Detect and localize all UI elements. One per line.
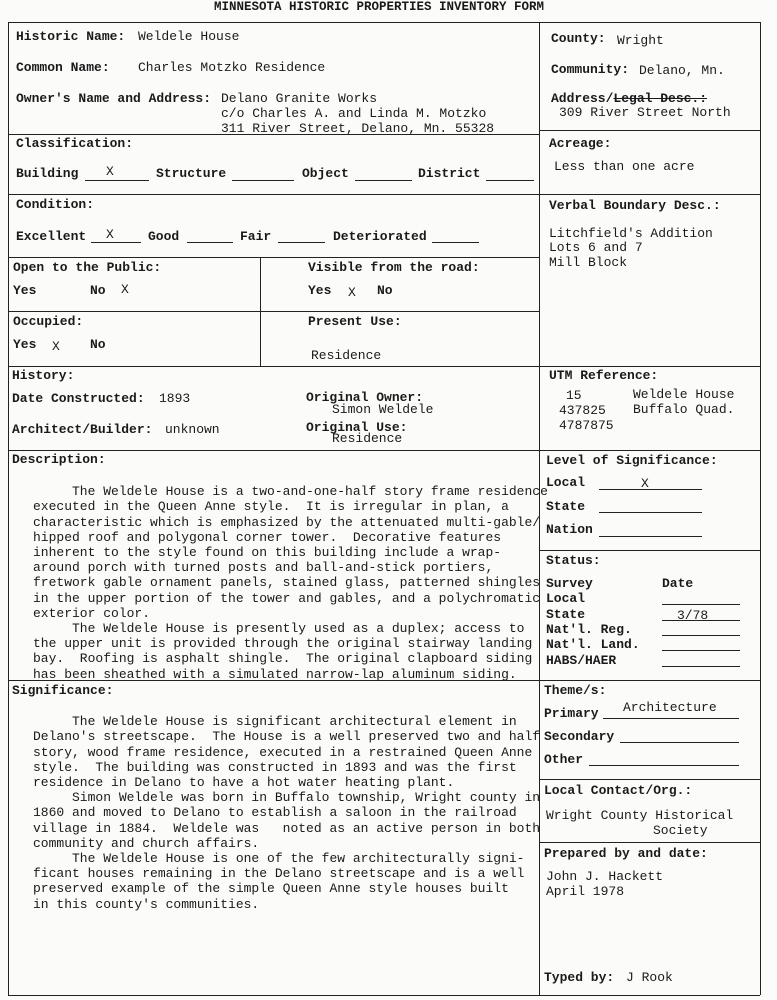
visible-no-label: No [377, 283, 393, 298]
utm-label: UTM Reference: [549, 368, 659, 383]
divider [8, 450, 539, 451]
description-line: The Weldele House is a two-and-one-half story frame residence [33, 484, 548, 500]
owner-label: Owner's Name and Address: [16, 91, 212, 106]
county-value: Wright [617, 33, 664, 48]
description-line: characteristic which is emphasized by the attenuated multi-gable/ [33, 514, 541, 530]
status-date-label: Date [662, 576, 694, 591]
secondary-label: Secondary [544, 729, 615, 744]
address-label: Address/Legal Desc.: [551, 91, 708, 106]
structure-line [232, 180, 294, 181]
divider [8, 311, 539, 312]
significance-line: The Weldele House is one of the few architecturally signi- [33, 851, 525, 867]
level-local-label: Local [546, 475, 586, 490]
boundary-line-3: Mill Block [549, 255, 628, 270]
fair-label: Fair [240, 229, 272, 244]
utm-name-line-2: Buffalo Quad. [633, 402, 735, 417]
left-border [8, 22, 9, 995]
status-local-line [662, 604, 740, 605]
original-use-label: Original Use: [306, 420, 408, 435]
address-value: 309 River Street North [559, 105, 731, 120]
open-public-label: Open to the Public: [13, 260, 162, 275]
divider [539, 194, 760, 195]
significance-line: Simon Weldele was born in Buffalo township, Wright county in [33, 790, 541, 806]
status-local-label: Local [546, 591, 586, 606]
acreage-label: Acreage: [549, 136, 612, 151]
level-nation-line [599, 536, 702, 537]
county-label: County: [551, 31, 606, 46]
natl-land-label: Nat'l. Land. [546, 637, 640, 652]
excellent-line [91, 242, 141, 243]
natl-reg-label: Nat'l. Reg. [546, 622, 632, 637]
utm-northing: 4787875 [559, 418, 614, 433]
fair-line [278, 242, 325, 243]
original-use-value: Residence [332, 431, 403, 446]
deteriorated-label: Deteriorated [333, 229, 427, 244]
significance-line: story, wood frame residence, executed in a restrained Queen Anne [33, 744, 533, 760]
present-use-label: Present Use: [308, 314, 402, 329]
significance-label: Significance: [12, 683, 114, 698]
divider [539, 550, 760, 551]
local-contact-line-1: Wright County Historical [546, 808, 734, 823]
description-line: inherent to the style found on this building include a wrap- [33, 545, 502, 561]
status-label: Status: [546, 553, 601, 568]
divider [539, 366, 760, 367]
status-state-label: State [546, 607, 586, 622]
description-line: hipped roof and polygonal corner tower. Decorative features [33, 529, 502, 545]
typed-by-label: Typed by: [544, 970, 615, 985]
significance-line: village in 1884. Weldele was noted as an active person in both [33, 820, 541, 836]
description-body [33, 469, 548, 697]
utm-name-line-1: Weldele House [633, 387, 735, 402]
district-label: District [418, 166, 481, 181]
significance-line: The Weldele House is significant architectural element in [33, 714, 517, 730]
local-contact-label: Local Contact/Org.: [544, 783, 693, 798]
description-line: around porch with turned posts and ball-and-stick portiers, [33, 560, 494, 576]
boundary-line-2: Lots 6 and 7 [549, 240, 643, 255]
open-no-mark: X [121, 282, 129, 297]
primary-value: Architecture [623, 700, 717, 715]
divider [539, 779, 760, 780]
good-line [187, 242, 233, 243]
divider [8, 194, 539, 195]
prepared-date: April 1978 [546, 884, 625, 899]
utm-easting: 437825 [559, 403, 606, 418]
divider [539, 842, 760, 843]
significance-line: 1860 and moved to Delano to establish a saloon in the railroad [33, 805, 517, 821]
date-constructed-label: Date Constructed: [12, 391, 145, 406]
local-contact-line-2: Society [653, 823, 708, 838]
significance-line: in this county's communities. [33, 896, 260, 912]
boundary-label: Verbal Boundary Desc.: [549, 198, 721, 213]
historic-name-value: Weldele House [138, 29, 240, 44]
divider [8, 257, 539, 258]
open-yes-label: Yes [13, 283, 37, 298]
architect-value: unknown [165, 422, 220, 437]
habs-label: HABS/HAER [546, 653, 617, 668]
open-no-label: No [90, 283, 106, 298]
description-line: in the upper portion of the tower and gables, and a polychromatic [33, 590, 541, 606]
secondary-line [620, 742, 739, 743]
divider [539, 130, 760, 131]
prepared-label: Prepared by and date: [544, 846, 708, 861]
history-label: History: [12, 368, 75, 383]
description-line: exterior color. [33, 605, 151, 621]
other-label: Other [544, 752, 584, 767]
level-local-mark: X [641, 476, 649, 491]
original-owner-label: Original Owner: [306, 390, 424, 405]
description-line: has been sheathed with a simulated narrow-lap aluminum siding. [33, 666, 517, 682]
deteriorated-line [432, 242, 479, 243]
survey-label: Survey [546, 576, 593, 591]
occupied-label: Occupied: [13, 314, 84, 329]
description-line: executed in the Queen Anne style. It is irregular in plan, a [33, 499, 509, 515]
building-line [85, 180, 149, 181]
description-line: The Weldele House is presently used as a duplex; access to [33, 621, 525, 637]
community-label: Community: [551, 62, 630, 77]
condition-label: Condition: [16, 197, 95, 212]
natl-land-line [662, 650, 740, 651]
description-line: the upper unit is provided through the original stairway landing [33, 636, 533, 652]
acreage-value: Less than one acre [554, 159, 695, 174]
architect-label: Architect/Builder: [12, 422, 153, 437]
typed-by-value: J Rook [626, 970, 673, 985]
owner-line-1: Delano Granite Works [221, 91, 378, 106]
classification-label: Classification: [16, 136, 134, 151]
good-label: Good [148, 229, 180, 244]
visible-yes-label: Yes [308, 283, 332, 298]
significance-line: preserved example of the simple Queen Anne style houses built [33, 881, 509, 897]
significance-level-label: Level of Significance: [546, 453, 718, 468]
description-label: Description: [12, 452, 106, 467]
historic-name-label: Historic Name: [16, 29, 126, 44]
common-name-value: Charles Motzko Residence [138, 60, 326, 75]
top-border [8, 22, 760, 23]
excellent-label: Excellent [16, 229, 87, 244]
divider [539, 680, 760, 681]
visible-road-label: Visible from the road: [308, 260, 480, 275]
building-mark: X [106, 164, 114, 179]
date-constructed-value: 1893 [159, 391, 191, 406]
level-local-line [599, 489, 702, 490]
bottom-border [8, 995, 760, 996]
significance-line: Delano's streetscape. The House is a well preserved two and half [33, 729, 541, 745]
other-line [589, 765, 739, 766]
primary-label: Primary [544, 706, 599, 721]
description-line: bay. Roofing is asphalt shingle. The original clapboard siding [33, 651, 533, 667]
significance-body [33, 699, 540, 927]
visible-yes-mark: X [348, 285, 356, 300]
occupied-yes-mark: X [52, 339, 60, 354]
object-label: Object [302, 166, 349, 181]
status-state-date: 3/78 [677, 608, 709, 623]
original-owner-value: Simon Weldele [332, 402, 434, 417]
significance-line: ficant houses remaining in the Delano streetscape and is a well [33, 866, 525, 882]
habs-line [662, 666, 740, 667]
community-value: Delano, Mn. [639, 63, 725, 78]
district-line [486, 180, 534, 181]
object-line [355, 180, 412, 181]
utm-zone: 15 [566, 388, 582, 403]
divider [8, 366, 539, 367]
form-title: MINNESOTA HISTORIC PROPERTIES INVENTORY FORM [214, 0, 545, 14]
excellent-mark: X [106, 227, 114, 242]
right-border [760, 22, 761, 995]
occupied-yes-label: Yes [13, 337, 37, 352]
owner-line-2: c/o Charles A. and Linda M. Motzko [221, 106, 487, 121]
significance-line: residence in Delano to have a hot water heating plant. [33, 775, 455, 791]
owner-line-3: 311 River Street, Delano, Mn. 55328 [221, 121, 495, 136]
divider [539, 450, 760, 451]
boundary-line-1: Litchfield's Addition [549, 226, 713, 241]
building-label: Building [16, 166, 79, 181]
level-state-line [599, 512, 702, 513]
status-state-line [662, 620, 740, 621]
significance-line: community and church affairs. [33, 835, 260, 851]
structure-label: Structure [156, 166, 227, 181]
natl-reg-line [662, 635, 740, 636]
themes-label: Theme/s: [544, 683, 607, 698]
level-nation-label: Nation [546, 522, 593, 537]
common-name-label: Common Name: [16, 60, 110, 75]
primary-line [603, 718, 739, 719]
significance-line: style. The building was constructed in 1893 and was the first [33, 759, 517, 775]
description-line: fretwork gable ornament panels, stained glass, patterned shingles [33, 575, 541, 591]
occupied-no-label: No [90, 337, 106, 352]
present-use-value: Residence [311, 348, 382, 363]
level-state-label: State [546, 499, 586, 514]
prepared-name: John J. Hackett [546, 869, 664, 884]
